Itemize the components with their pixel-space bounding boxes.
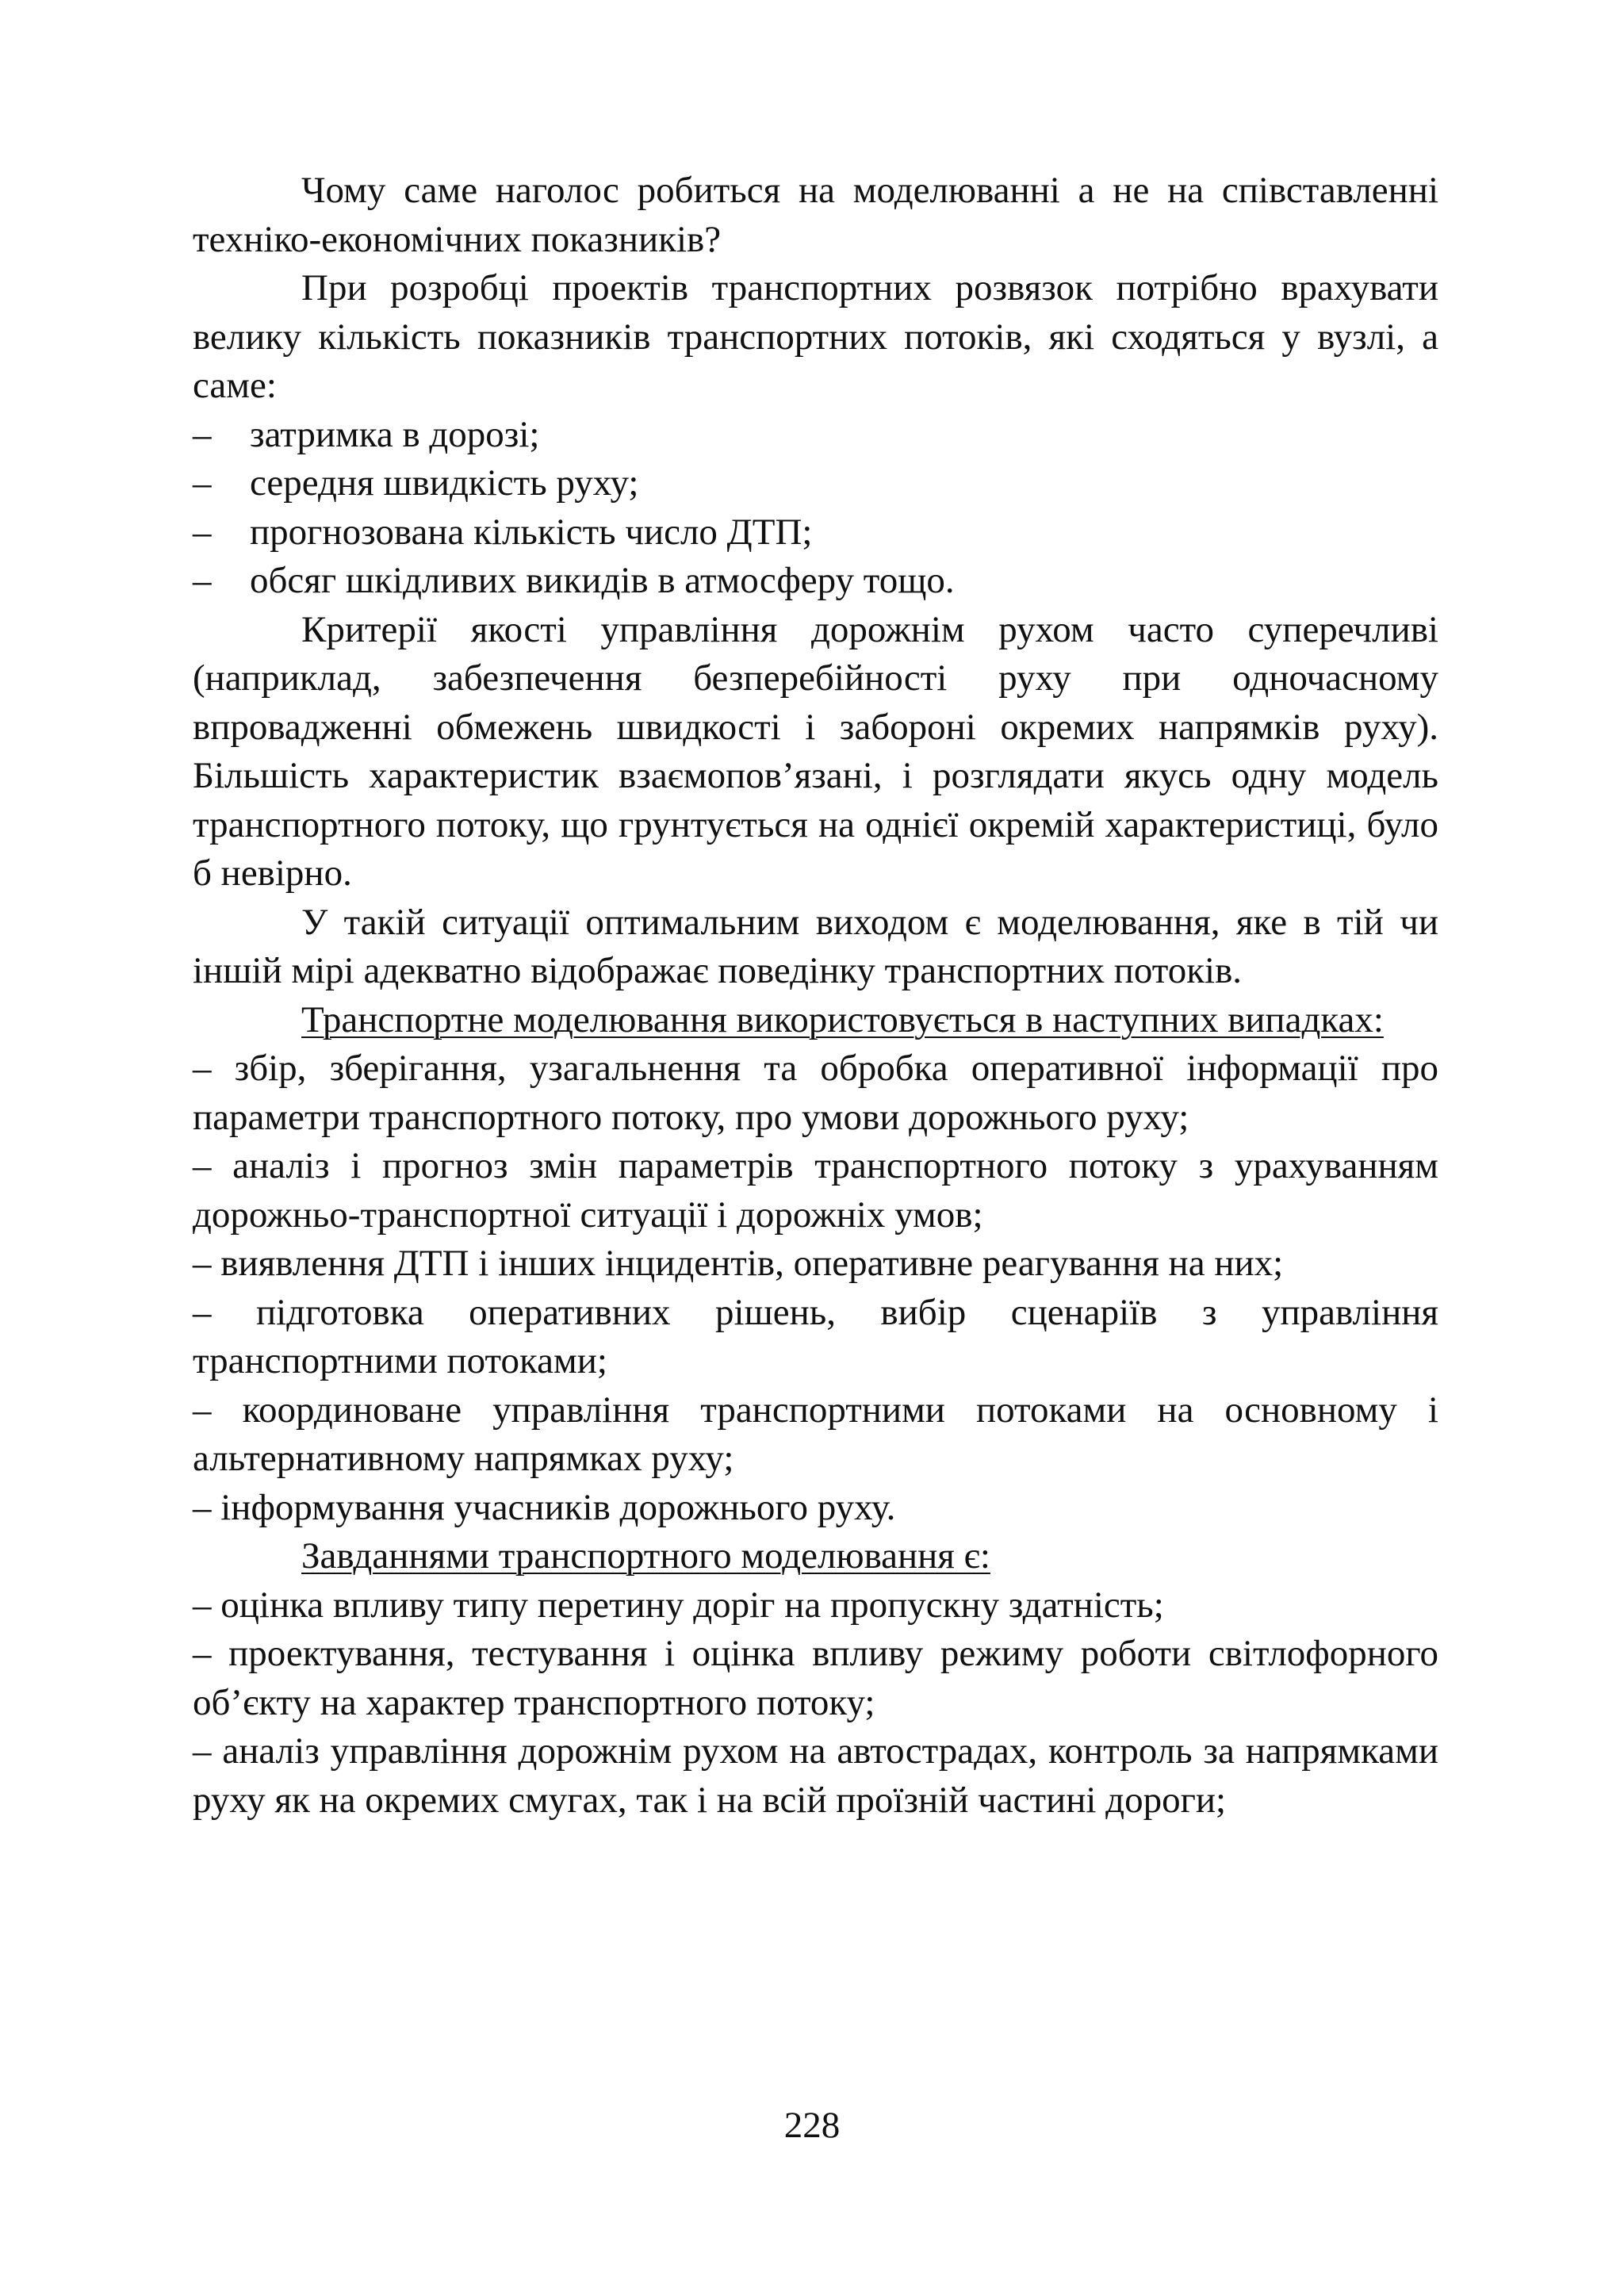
page-body	[193, 167, 1438, 1825]
list-item-text: прогнозована кількість число ДТП;	[250, 511, 813, 553]
page-number: 228	[783, 2105, 841, 2146]
dash-marker: –	[193, 560, 212, 601]
list-item-text: координоване управління транспортними потоками на основному і альтернативному напрямках руху;	[193, 1389, 1438, 1479]
list-item	[193, 1581, 1438, 1630]
dash-marker: –	[193, 462, 212, 504]
usage-list	[193, 1044, 1438, 1532]
tasks-list	[193, 1581, 1438, 1826]
dash-marker: –	[193, 413, 212, 455]
list-item-text: оцінка впливу типу перетину доріг на пропускну здатність;	[220, 1584, 1164, 1626]
list-item-text: підготовка оперативних рішень, вибір сценаріїв з управління транспортними потоками;	[193, 1291, 1438, 1381]
dash-marker: –	[193, 1633, 212, 1674]
heading-text: Транспортне моделювання використовується в наступних випадках:	[301, 998, 1384, 1040]
dash-marker: –	[193, 1048, 212, 1089]
list-item	[193, 1044, 1438, 1142]
section-heading-tasks	[193, 1532, 1438, 1581]
list-item	[193, 411, 1438, 460]
list-item-text: виявлення ДТП і інших інцидентів, оперативне реагування на них;	[220, 1243, 1284, 1284]
section-heading-usage	[193, 996, 1438, 1045]
dash-marker: –	[193, 1243, 212, 1284]
dash-marker: –	[193, 1584, 212, 1626]
list-item	[193, 1239, 1438, 1289]
list-item	[193, 1386, 1438, 1484]
list-item-text: обсяг шкідливих викидів в атмосферу тощо.	[250, 560, 955, 601]
dash-marker: –	[193, 511, 212, 553]
dash-marker: –	[193, 1389, 212, 1431]
dash-marker: –	[193, 1730, 212, 1772]
list-item-text: аналіз і прогноз змін параметрів транспортного потоку з урахуванням дорожньо-транспортної ситуації і дорожніх умов;	[193, 1145, 1438, 1236]
list-item-text: збір, зберігання, узагальнення та обробка оперативної інформації про параметри транспортного потоку, про умови дорожнього руху;	[193, 1048, 1438, 1138]
list-item-text: інформування учасників дорожнього руху.	[220, 1486, 896, 1528]
dash-marker: –	[193, 1145, 212, 1186]
list-item	[193, 1484, 1438, 1533]
list-item	[193, 508, 1438, 557]
list-item-text: аналіз управління дорожнім рухом на автострадах, контроль за напрямками руху як на окремих смугах, так і на всій проїзній частині дороги;	[193, 1730, 1439, 1821]
paragraph-situation: У такій ситуації оптимальним виходом є моделювання, яке в тій чи іншій мірі адекватно відображає поведінку транспортних потоків.	[193, 901, 1438, 991]
list-item-text: затримка в дорозі;	[250, 413, 540, 455]
list-item-text: середня швидкість руху;	[250, 462, 639, 504]
list-item	[193, 1289, 1438, 1386]
list-item	[193, 1630, 1438, 1727]
list-item	[193, 459, 1438, 508]
dash-marker: –	[193, 1291, 212, 1333]
dash-marker: –	[193, 1486, 212, 1528]
heading-text: Завданнями транспортного моделювання є:	[301, 1535, 990, 1577]
indicators-list	[193, 411, 1438, 606]
list-item	[193, 557, 1438, 606]
list-item	[193, 1727, 1438, 1825]
list-item	[193, 1142, 1438, 1239]
paragraph-criteria: Критерії якості управління дорожнім рухом часто суперечливі (наприклад, забезпечення безперебійності руху при одночасному впровадженні обмежень швидкості і забороні окремих напрямків руху). Більшість характеристик взаємопов’язані, і розглядати якусь одну модель транспортного потоку, що грунтується на однієї окремій характеристиці, було б невірно.	[193, 608, 1438, 894]
list-item-text: проектування, тестування і оцінка впливу режиму роботи світлофорного об’єкту на характер транспортного потоку;	[193, 1633, 1439, 1723]
paragraph-question: Чому саме наголос робиться на моделюванні а не на співставленні техніко-економічних показників?	[193, 170, 1438, 260]
paragraph-intro: При розробці проектів транспортних розвязок потрібно врахувати велику кількість показників транспортних потоків, які сходяться у вузлі, а саме:	[193, 267, 1438, 406]
